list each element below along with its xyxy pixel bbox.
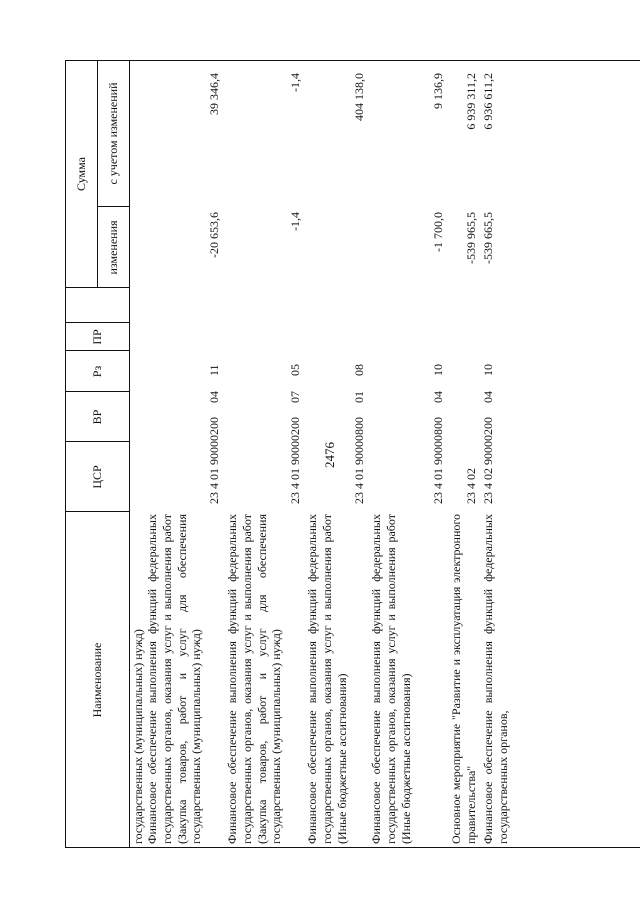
row-3-pr: 08 (352, 364, 366, 376)
header-with-changes: с учетом изменений (106, 82, 120, 185)
row-2-name: Финансовое обеспечение выполнения функций федеральных государственных органов, оказания услуг и выполнения работ (Закупка товаров, работ и услуг для обеспечения государственных (муниципальных) нужд) (225, 514, 284, 844)
row-2-pr: 05 (288, 364, 302, 376)
header-change: изменения (105, 220, 120, 275)
row-3-rz: 01 (352, 391, 366, 403)
row-0-name: государственных (муниципальных) нужд) (131, 629, 145, 844)
budget-table (65, 48, 640, 848)
row-5-name: Основное мероприятие "Развитие и эксплуатация электронного правительства" (449, 514, 478, 844)
row-4-pr: 10 (431, 364, 445, 376)
row-6-change: -539 665,5 (481, 212, 495, 264)
row-1-name: Финансовое обеспечение выполнения функций федеральных государственных органов, оказания услуг и выполнения работ (Закупка товаров, работ и услуг для обеспечения государственных (муниципальных) нужд) (145, 514, 204, 844)
header-name: Наименование (89, 642, 104, 718)
row-2-change: -1,4 (288, 212, 302, 231)
row-5-csr: 23 4 02 (464, 468, 478, 504)
row-4-vr: 800 (431, 417, 445, 435)
row-3-name: Финансовое обеспечение выполнения функций федеральных государственных органов, оказания услуг и выполнения работ (Иные бюджетные ассигнования) (305, 514, 349, 844)
header-csr: ЦСР (89, 465, 104, 489)
row-1-csr: 23 4 01 90000 (207, 435, 221, 504)
row-1-vr: 200 (207, 417, 221, 435)
page-number: 2476 (322, 442, 337, 468)
row-2-total: -1,4 (288, 73, 302, 92)
row-4-csr: 23 4 01 90000 (431, 435, 445, 504)
header-pr: ПР (89, 329, 104, 345)
header-vr: ВР (89, 409, 104, 425)
row-2-vr: 200 (288, 417, 302, 435)
row-3-total: 404 138,0 (352, 73, 366, 121)
row-6-rz: 04 (481, 391, 495, 403)
row-1-pr: 11 (207, 364, 221, 376)
row-6-total: 6 936 611,2 (481, 73, 495, 130)
row-6-vr: 200 (481, 417, 495, 435)
row-6-pr: 10 (481, 364, 495, 376)
header-sum: Сумма (73, 157, 88, 191)
header-bottom-line (129, 60, 130, 848)
row-6-name: Финансовое обеспечение выполнения функций федеральных государственных органов, (481, 514, 510, 844)
row-6-csr: 23 4 02 90000 (481, 435, 495, 504)
row-5-change: -539 965,5 (464, 212, 478, 264)
row-5-total: 6 939 311,2 (464, 73, 478, 130)
row-2-csr: 23 4 01 90000 (288, 435, 302, 504)
row-3-vr: 800 (352, 417, 366, 435)
row-1-rz: 04 (207, 391, 221, 403)
row-3-csr: 23 4 01 90000 (352, 435, 366, 504)
row-4-name: Финансовое обеспечение выполнения функций федеральных государственных органов, оказания услуг и выполнения работ (Иные бюджетные ассигнования) (369, 514, 413, 844)
row-1-change: -20 653,6 (207, 212, 221, 258)
header-rz: Рз (89, 365, 104, 378)
row-4-rz: 04 (431, 391, 445, 403)
row-1-total: 39 346,4 (207, 73, 221, 115)
row-4-total: 9 136,9 (431, 73, 445, 109)
row-2-rz: 07 (288, 391, 302, 403)
row-4-change: -1 700,0 (431, 212, 445, 252)
